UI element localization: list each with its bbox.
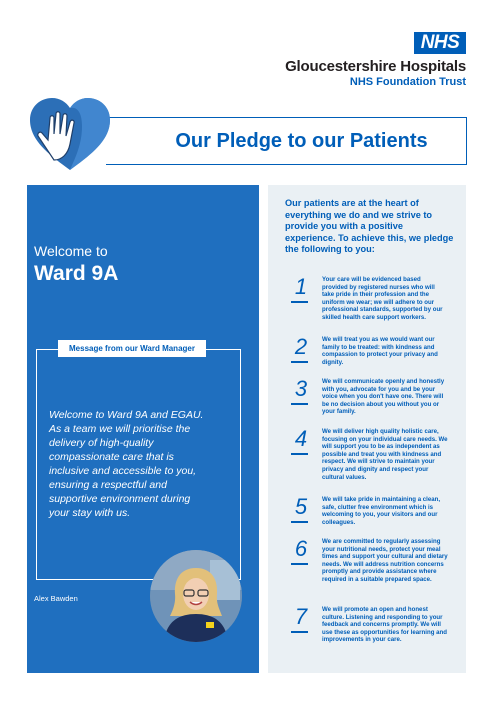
number-underline [291, 301, 308, 303]
pledge-intro: Our patients are at the heart of everything we do and we strive to provide you with a positive experience. To achieve this, we pledge the following to you: [285, 198, 454, 254]
pledge-number: 4 [294, 426, 308, 451]
pledge-number: 7 [294, 604, 308, 629]
pledge-number: 6 [294, 536, 308, 561]
heart-hand-icon [28, 96, 112, 174]
pledge-text: We will promote an open and honest culture. Listening and responding to your feedback and concerns promptly. We will use these as opportunities for learning and improvements in your care. [322, 606, 447, 644]
org-subtitle: NHS Foundation Trust [349, 76, 466, 88]
pledge-number: 3 [294, 376, 308, 401]
number-underline [291, 453, 308, 455]
number-underline [291, 403, 308, 405]
manager-photo [150, 550, 242, 642]
pledge-text: We will take pride in maintaining a clean, safe, clutter free environment which is welcoming to you, your visitors and our colleagues. [322, 496, 441, 526]
pledge-number: 1 [294, 274, 308, 299]
pledge-text: We will communicate openly and honestly with you, advocate for you and be your voice when you don't have one. There will be no decision about you without you or your family. [322, 378, 445, 416]
number-underline [291, 361, 308, 363]
number-underline [291, 631, 308, 633]
pledge-text: We will deliver high quality holistic care, focusing on your individual care needs. We will support you to be as independent as possible and treat you with kindness and respect. We will strive to maintain your privacy and dignity and respect your cultural values. [322, 428, 448, 481]
page-title: Our Pledge to our Patients [175, 130, 428, 152]
number-underline [291, 521, 308, 523]
pledge-text: We are committed to regularly assessing your nutritional needs, protect your meal times and support your cultural and dietary needs. We will address nutrition concerns promptly and provide assistance where required in a suitable prepared space. [322, 538, 448, 583]
org-name: Gloucestershire Hospitals [285, 58, 466, 75]
pledge-text: Your care will be evidenced based provided by registered nurses who will take pride in their profession and the uniform we wear; we will adhere to our professional standards, supported by our skilled health care support workers. [322, 276, 443, 321]
nhs-logo: NHS [414, 32, 466, 54]
welcome-label: Welcome to [34, 243, 108, 259]
ward-name: Ward 9A [34, 262, 119, 285]
pledge-number: 2 [294, 334, 308, 359]
number-underline [291, 563, 308, 565]
manager-name: Alex Bawden [34, 594, 78, 603]
message-label: Message from our Ward Manager [58, 340, 206, 357]
manager-message: Welcome to Ward 9A and EGAU. As a team we will prioritise the delivery of high-quality compassionate care that is inclusive and accessible to you, ensuring a respectful and supportive environment during your stay with us. [49, 409, 204, 519]
pledge-number: 5 [294, 494, 308, 519]
pledge-text: We will treat you as we would want our family to be treated: with kindness and compassion to protect your privacy and dignity. [322, 336, 438, 366]
